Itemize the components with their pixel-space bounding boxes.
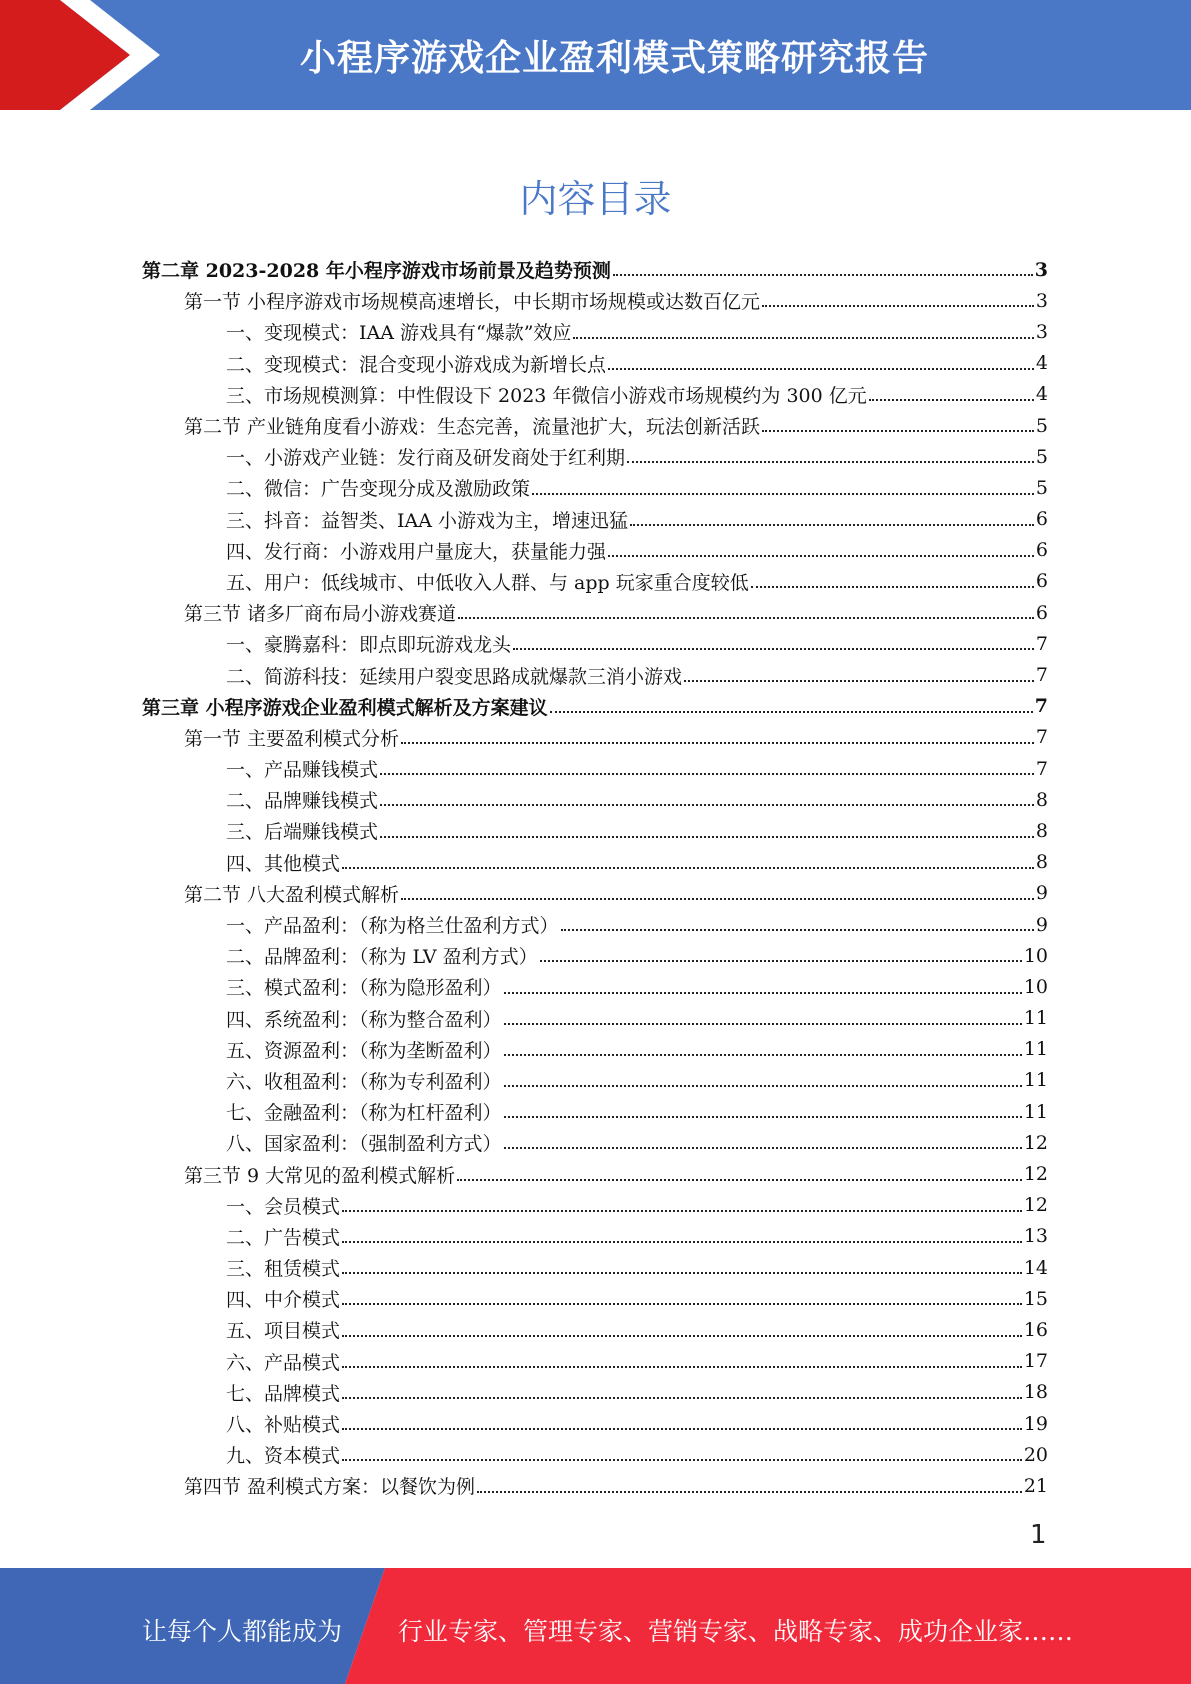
toc-entry-page: 13 — [1023, 1225, 1048, 1248]
toc-dot-leader — [342, 1271, 1022, 1274]
toc-entry-page: 10 — [1023, 975, 1048, 998]
toc-entry[interactable] — [142, 1096, 1048, 1127]
toc-entry[interactable] — [142, 909, 1048, 940]
toc-entry-title: 第一节 主要盈利模式分析 — [184, 727, 400, 750]
toc-dot-leader — [458, 616, 1034, 619]
toc-dot-leader — [504, 1022, 1022, 1025]
toc-dot-leader — [342, 1427, 1022, 1430]
toc-dot-leader — [613, 273, 1033, 276]
toc-entry-title: 八、国家盈利：（强制盈利方式） — [226, 1133, 502, 1156]
toc-entry-page: 16 — [1023, 1318, 1048, 1341]
toc-entry-title: 四、发行商：小游戏用户量庞大，获量能力强 — [226, 540, 607, 563]
toc-entry-page: 11 — [1023, 1100, 1048, 1123]
toc-entry-title: 第三章 小程序游戏企业盈利模式解析及方案建议 — [142, 696, 548, 719]
toc-entry-title: 二、变现模式：混合变现小游戏成为新增长点 — [226, 353, 607, 376]
toc-dot-leader — [504, 991, 1022, 994]
toc-entry-page: 17 — [1023, 1350, 1048, 1373]
toc-entry[interactable] — [142, 472, 1048, 503]
toc-dot-leader — [504, 1084, 1022, 1087]
toc-entry-title: 三、市场规模测算：中性假设下 2023 年微信小游戏市场规模约为 300 亿元 — [226, 384, 867, 407]
toc-entry-title: 六、收租盈利：（称为专利盈利） — [226, 1070, 502, 1093]
toc-entry[interactable] — [142, 348, 1048, 379]
toc-entry[interactable] — [142, 535, 1048, 566]
table-of-contents — [142, 254, 1048, 1502]
toc-entry-title: 第四节 盈利模式方案：以餐饮为例 — [184, 1476, 476, 1499]
toc-heading: 内容目录 — [519, 177, 672, 221]
toc-dot-leader — [869, 398, 1034, 401]
toc-dot-leader — [477, 1490, 1022, 1493]
toc-entry-page: 11 — [1023, 1069, 1048, 1092]
header-banner — [0, 0, 1191, 110]
toc-dot-leader — [342, 1396, 1022, 1399]
toc-entry-page: 20 — [1023, 1443, 1048, 1466]
toc-entry[interactable] — [142, 1408, 1048, 1439]
toc-entry-title: 九、资本模式 — [226, 1445, 341, 1468]
toc-dot-leader — [762, 304, 1034, 307]
toc-entry-page: 6 — [1035, 601, 1048, 624]
toc-dot-leader — [380, 835, 1034, 838]
toc-entry[interactable] — [142, 597, 1048, 628]
toc-entry[interactable] — [142, 971, 1048, 1002]
toc-dot-leader — [561, 928, 1034, 931]
toc-entry[interactable] — [142, 1314, 1048, 1345]
toc-dot-leader — [630, 523, 1034, 526]
toc-entry-title: 五、项目模式 — [226, 1320, 341, 1343]
toc-dot-leader — [513, 647, 1034, 650]
toc-entry-title: 二、品牌盈利：（称为 LV 盈利方式） — [226, 946, 538, 969]
toc-dot-leader — [532, 492, 1034, 495]
toc-entry[interactable] — [142, 1283, 1048, 1314]
toc-entry[interactable] — [142, 1127, 1048, 1158]
toc-dot-leader — [550, 710, 1033, 713]
toc-dot-leader — [401, 897, 1034, 900]
toc-entry[interactable] — [142, 1158, 1048, 1189]
toc-entry-title: 八、补贴模式 — [226, 1414, 341, 1437]
toc-entry-page: 12 — [1023, 1163, 1048, 1186]
toc-entry[interactable] — [142, 285, 1048, 316]
toc-entry-page: 3 — [1034, 258, 1048, 281]
toc-dot-leader — [380, 772, 1034, 775]
toc-entry[interactable] — [142, 1470, 1048, 1501]
toc-entry[interactable] — [142, 504, 1048, 535]
toc-entry-title: 五、资源盈利：（称为垄断盈利） — [226, 1039, 502, 1062]
toc-entry-page: 9 — [1035, 913, 1048, 936]
toc-dot-leader — [342, 1334, 1022, 1337]
toc-entry-title: 六、产品模式 — [226, 1351, 341, 1374]
toc-entry-title: 五、用户：低线城市、中低收入人群、与 app 玩家重合度较低 — [226, 571, 749, 594]
toc-entry-page: 15 — [1023, 1287, 1048, 1310]
toc-entry-page: 5 — [1035, 445, 1048, 468]
toc-entry-page: 11 — [1023, 1038, 1048, 1061]
toc-entry-page: 7 — [1035, 726, 1048, 749]
toc-dot-leader — [342, 1240, 1022, 1243]
toc-dot-leader — [684, 679, 1034, 682]
toc-dot-leader — [751, 585, 1034, 588]
toc-entry-title: 第二章 2023-2028 年小程序游戏市场前景及趋势预测 — [142, 260, 611, 283]
toc-entry-page: 10 — [1023, 944, 1048, 967]
toc-entry-page: 3 — [1035, 320, 1048, 343]
toc-entry[interactable] — [142, 1003, 1048, 1034]
toc-entry-page: 9 — [1035, 882, 1048, 905]
toc-entry[interactable] — [142, 1190, 1048, 1221]
toc-entry[interactable] — [142, 1034, 1048, 1065]
toc-entry-page: 11 — [1023, 1007, 1048, 1030]
toc-entry[interactable] — [142, 1439, 1048, 1470]
toc-entry-page: 3 — [1035, 289, 1048, 312]
report-title: 小程序游戏企业盈利模式策略研究报告 — [300, 38, 930, 79]
toc-entry-page: 8 — [1035, 819, 1048, 842]
toc-entry-page: 6 — [1035, 539, 1048, 562]
footer-slogan-left: 让每个人都能成为 — [142, 1617, 343, 1646]
toc-entry-page: 7 — [1035, 632, 1048, 655]
toc-entry[interactable] — [142, 815, 1048, 846]
page-number: 1 — [1030, 1520, 1047, 1550]
toc-entry[interactable] — [142, 940, 1048, 971]
toc-entry-title: 四、中介模式 — [226, 1289, 341, 1312]
toc-entry-title: 三、租赁模式 — [226, 1258, 341, 1281]
toc-entry-title: 一、变现模式：IAA 游戏具有“爆款”效应 — [226, 322, 572, 345]
toc-dot-leader — [762, 429, 1034, 432]
toc-entry-title: 一、产品赚钱模式 — [226, 759, 379, 782]
toc-entry-page: 5 — [1035, 414, 1048, 437]
toc-entry-title: 七、品牌模式 — [226, 1382, 341, 1405]
toc-entry-title: 第一节 小程序游戏市场规模高速增长，中长期市场规模或达数百亿元 — [184, 291, 761, 314]
toc-entry-title: 二、简游科技：延续用户裂变思路成就爆款三消小游戏 — [226, 665, 683, 688]
toc-entry[interactable] — [142, 691, 1048, 722]
toc-dot-leader — [608, 554, 1034, 557]
toc-dot-leader — [504, 1146, 1022, 1149]
toc-entry-page: 7 — [1034, 695, 1048, 718]
toc-entry-page: 12 — [1023, 1131, 1048, 1154]
toc-dot-leader — [504, 1115, 1022, 1118]
toc-dot-leader — [342, 1365, 1022, 1368]
toc-dot-leader — [342, 1302, 1022, 1305]
toc-entry-title: 四、系统盈利：（称为整合盈利） — [226, 1008, 502, 1031]
toc-entry[interactable] — [142, 628, 1048, 659]
toc-dot-leader — [573, 336, 1033, 339]
toc-dot-leader — [540, 959, 1022, 962]
toc-entry-page: 6 — [1035, 508, 1048, 531]
toc-entry-page: 8 — [1035, 851, 1048, 874]
toc-dot-leader — [401, 741, 1034, 744]
toc-entry-page: 7 — [1035, 664, 1048, 687]
toc-entry[interactable] — [142, 566, 1048, 597]
toc-entry-page: 4 — [1035, 383, 1048, 406]
toc-entry[interactable] — [142, 659, 1048, 690]
toc-entry-title: 第三节 诸多厂商布局小游戏赛道 — [184, 603, 457, 626]
toc-entry-title: 七、金融盈利：（称为杠杆盈利） — [226, 1102, 502, 1125]
toc-entry[interactable] — [142, 1346, 1048, 1377]
toc-entry-title: 一、小游戏产业链：发行商及研发商处于红利期 — [226, 447, 626, 470]
footer-slogan-right: 行业专家、管理专家、营销专家、战略专家、成功企业家…… — [398, 1617, 1074, 1646]
toc-entry-title: 一、产品盈利：（称为格兰仕盈利方式） — [226, 915, 559, 938]
toc-entry-page: 8 — [1035, 788, 1048, 811]
toc-entry-title: 二、品牌赚钱模式 — [226, 790, 379, 813]
toc-dot-leader — [342, 866, 1034, 869]
toc-entry-title: 二、广告模式 — [226, 1226, 341, 1249]
toc-entry[interactable] — [142, 784, 1048, 815]
toc-dot-leader — [627, 460, 1034, 463]
toc-entry[interactable] — [142, 722, 1048, 753]
toc-dot-leader — [342, 1458, 1022, 1461]
toc-entry-title: 一、会员模式 — [226, 1195, 341, 1218]
toc-entry-title: 二、微信：广告变现分成及激励政策 — [226, 478, 531, 501]
toc-entry[interactable] — [142, 1221, 1048, 1252]
toc-entry-title: 第二节 产业链角度看小游戏：生态完善，流量池扩大，玩法创新活跃 — [184, 416, 761, 439]
toc-entry[interactable] — [142, 441, 1048, 472]
toc-entry-page: 5 — [1035, 476, 1048, 499]
footer-banner — [0, 1568, 1191, 1684]
toc-dot-leader — [608, 367, 1034, 370]
toc-dot-leader — [380, 803, 1034, 806]
toc-entry[interactable] — [142, 1377, 1048, 1408]
toc-entry[interactable] — [142, 316, 1048, 347]
toc-dot-leader — [342, 1209, 1022, 1212]
toc-entry-title: 三、模式盈利：（称为隐形盈利） — [226, 977, 502, 1000]
toc-entry-title: 第三节 9 大常见的盈利模式解析 — [184, 1164, 456, 1187]
toc-entry-page: 12 — [1023, 1194, 1048, 1217]
toc-entry-title: 四、其他模式 — [226, 852, 341, 875]
toc-entry-title: 三、后端赚钱模式 — [226, 821, 379, 844]
toc-entry-page: 21 — [1023, 1474, 1048, 1497]
toc-entry-title: 三、抖音：益智类、IAA 小游戏为主，增速迅猛 — [226, 509, 628, 532]
toc-entry-page: 6 — [1035, 570, 1048, 593]
toc-entry[interactable] — [142, 379, 1048, 410]
toc-entry[interactable] — [142, 410, 1048, 441]
toc-entry-page: 4 — [1035, 352, 1048, 375]
toc-entry[interactable] — [142, 847, 1048, 878]
toc-entry-page: 7 — [1035, 757, 1048, 780]
toc-entry[interactable] — [142, 1252, 1048, 1283]
toc-entry-page: 18 — [1023, 1381, 1048, 1404]
toc-entry[interactable] — [142, 878, 1048, 909]
toc-entry-title: 一、豪腾嘉科：即点即玩游戏龙头 — [226, 634, 512, 657]
toc-dot-leader — [457, 1178, 1022, 1181]
toc-entry-title: 第二节 八大盈利模式解析 — [184, 883, 400, 906]
toc-entry[interactable] — [142, 254, 1048, 285]
toc-entry-page: 14 — [1023, 1256, 1048, 1279]
toc-entry[interactable] — [142, 1065, 1048, 1096]
toc-entry-page: 19 — [1023, 1412, 1048, 1435]
toc-dot-leader — [504, 1053, 1022, 1056]
toc-entry[interactable] — [142, 753, 1048, 784]
